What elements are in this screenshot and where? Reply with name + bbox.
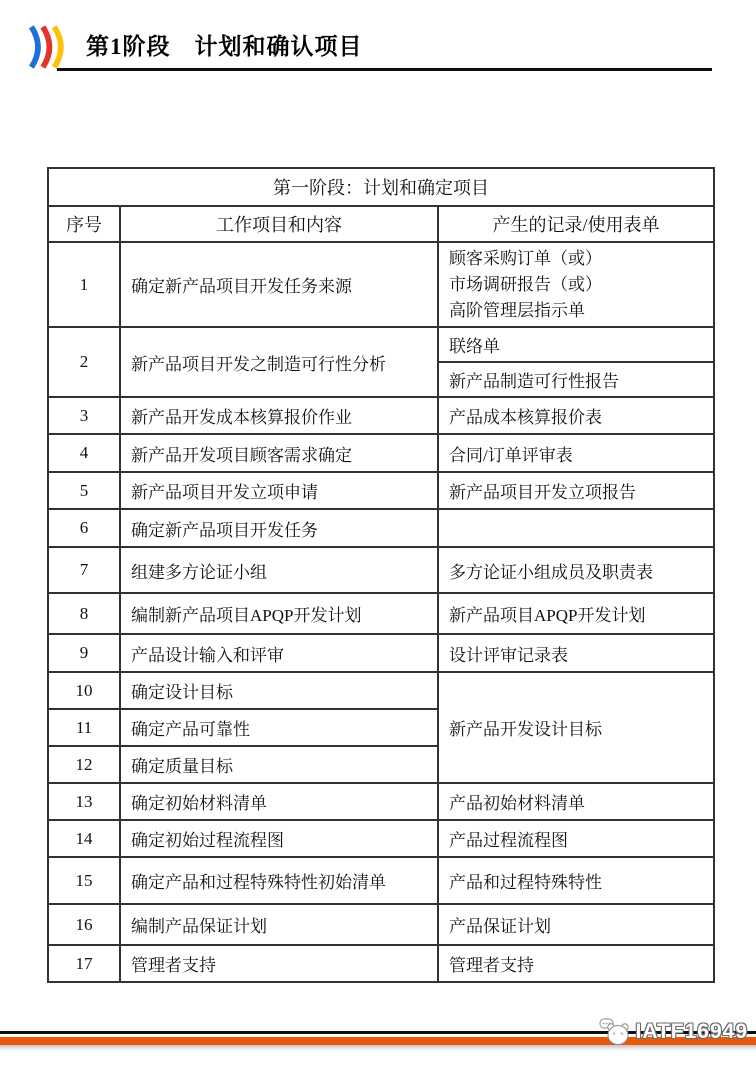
- column-header-record: 产生的记录/使用表单: [438, 206, 714, 242]
- cell-no: 7: [48, 547, 120, 593]
- table-row: [48, 672, 714, 709]
- cell-no: 11: [48, 709, 120, 746]
- cell-no: 1: [48, 242, 120, 327]
- cell-item: 新产品开发成本核算报价作业: [120, 397, 438, 434]
- record-line: 顾客采购订单（或）: [449, 248, 602, 268]
- cell-no: 2: [48, 327, 120, 397]
- table-row: [48, 434, 714, 472]
- table-row: [48, 472, 714, 509]
- cell-item: 管理者支持: [120, 945, 438, 982]
- cell-record: 管理者支持: [438, 945, 714, 982]
- cell-item: 确定新产品项目开发任务: [120, 509, 438, 547]
- cell-no: 17: [48, 945, 120, 982]
- cell-record: 新产品制造可行性报告: [438, 362, 714, 397]
- table-caption: 第一阶段：计划和确定项目: [48, 168, 714, 206]
- cell-no: 4: [48, 434, 120, 472]
- cell-record: 联络单: [438, 327, 714, 362]
- cell-item: 产品设计输入和评审: [120, 634, 438, 672]
- cell-item: 确定设计目标: [120, 672, 438, 709]
- watermark-text: IATF16949: [635, 1020, 748, 1043]
- table-row: [48, 509, 714, 547]
- cell-item: 确定产品和过程特殊特性初始清单: [120, 857, 438, 904]
- cell-no: 14: [48, 820, 120, 857]
- cell-record-merged: 新产品开发设计目标: [438, 672, 714, 783]
- cell-item: 新产品项目开发之制造可行性分析: [120, 327, 438, 397]
- cell-record: 新产品项目APQP开发计划: [438, 593, 714, 634]
- table-row: [48, 857, 714, 904]
- cell-no: 12: [48, 746, 120, 783]
- cell-record: [438, 509, 714, 547]
- record-line: 市场调研报告（或）: [449, 274, 602, 294]
- table-row: [48, 783, 714, 820]
- cell-record: 产品成本核算报价表: [438, 397, 714, 434]
- cell-item: 组建多方论证小组: [120, 547, 438, 593]
- table-row: [48, 945, 714, 982]
- record-line: 高阶管理层指示单: [449, 300, 585, 320]
- cell-item: 确定新产品项目开发任务来源: [120, 242, 438, 327]
- cell-item: 确定初始材料清单: [120, 783, 438, 820]
- table-row: [48, 593, 714, 634]
- cell-no: 10: [48, 672, 120, 709]
- cell-record: [438, 242, 714, 327]
- table-row: [48, 168, 714, 206]
- cell-item: 确定产品可靠性: [120, 709, 438, 746]
- cell-item: 新产品开发项目顾客需求确定: [120, 434, 438, 472]
- cell-record: 合同/订单评审表: [438, 434, 714, 472]
- cell-item: 编制产品保证计划: [120, 904, 438, 945]
- cell-item: 编制新产品项目APQP开发计划: [120, 593, 438, 634]
- cell-no: 6: [48, 509, 120, 547]
- table-header-row: [48, 206, 714, 242]
- cell-no: 15: [48, 857, 120, 904]
- cell-record: 产品过程流程图: [438, 820, 714, 857]
- cell-no: 8: [48, 593, 120, 634]
- cell-item: 确定质量目标: [120, 746, 438, 783]
- cell-record: 产品保证计划: [438, 904, 714, 945]
- column-header-item: 工作项目和内容: [120, 206, 438, 242]
- cell-item: 新产品项目开发立项申请: [120, 472, 438, 509]
- triple-chevron-logo-icon: [27, 20, 71, 74]
- cell-record: 产品初始材料清单: [438, 783, 714, 820]
- table-row: [48, 242, 714, 327]
- cell-record: 产品和过程特殊特性: [438, 857, 714, 904]
- table-row: [48, 904, 714, 945]
- table-row: [48, 547, 714, 593]
- cell-no: 5: [48, 472, 120, 509]
- table-row: [48, 634, 714, 672]
- cell-record: 设计评审记录表: [438, 634, 714, 672]
- table-row: [48, 327, 714, 362]
- phase1-table: [47, 167, 715, 983]
- cell-no: 3: [48, 397, 120, 434]
- header-rule: [57, 68, 712, 71]
- cell-no: 9: [48, 634, 120, 672]
- cell-no: 16: [48, 904, 120, 945]
- column-header-no: 序号: [48, 206, 120, 242]
- cell-record: 新产品项目开发立项报告: [438, 472, 714, 509]
- table-row: [48, 820, 714, 857]
- cell-record: 多方论证小组成员及职责表: [438, 547, 714, 593]
- page-title: 第1阶段 计划和确认项目: [86, 34, 363, 59]
- watermark-panda-icon: [599, 1017, 633, 1047]
- cell-no: 13: [48, 783, 120, 820]
- cell-item: 确定初始过程流程图: [120, 820, 438, 857]
- watermark: [599, 1016, 749, 1048]
- table-row: [48, 397, 714, 434]
